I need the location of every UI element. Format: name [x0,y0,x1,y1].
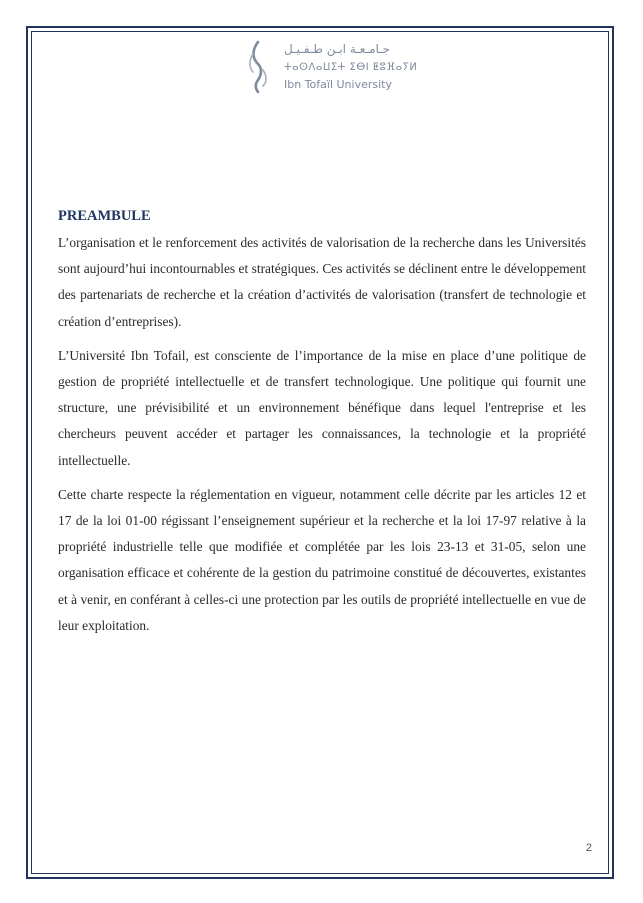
university-logo [240,36,418,98]
document-body [58,206,586,647]
ibn-tofail-emblem-icon [246,40,270,94]
page-number: 2 [585,842,592,854]
logo-tifinagh-text: ⵜⴰⵙⴷⴰⵡⵉⵜ ⵉⴱⵏ ⵟⵓⴼⴰⵢⵍ [284,62,418,73]
paragraph-1: L’organisation et le renforcement des activités de valorisation de la recherche dans les Universités sont aujourd’hui incontournables et stratégiques. Ces activités se déclinent entre le développement des partenariats de recherche et la création d’activités de valorisation (transfert de technologie et création d’entreprises). [58,235,586,329]
paragraph-3: Cette charte respecte la réglementation en vigueur, notamment celle décrite par les articles 12 et 17 de la loi 01-00 régissant l’enseignement supérieur et la recherche et la loi 17-97 relative à la propriété industrielle telle que modifiée et complétée par les lois 23-13 et 31-05, selon une organisation efficace et cohérente de la gestion du patrimoine constitué de découvertes, existantes et à venir, en conférant à celles-ci une protection par les outils de propriété intellectuelle en vue de leur exploitation. [58,486,586,633]
logo-latin-text: Ibn Tofaïl University [284,78,392,91]
section-heading: PREAMBULE [58,208,151,224]
paragraph-2: L’Université Ibn Tofail, est consciente de l’importance de la mise en place d’une politique de gestion de propriété intellectuelle et de transfert technologique. Une politique qui fournit une structure, une prévisibilité et un environnement bénéfique dans lequel l'entreprise et les chercheurs peuvent accéder et partager les connaissances, la technologie et la propriété intellectuelle. [58,347,586,468]
logo-arabic-text: جـامـعـة ابـن طـفـيـل [284,42,391,56]
